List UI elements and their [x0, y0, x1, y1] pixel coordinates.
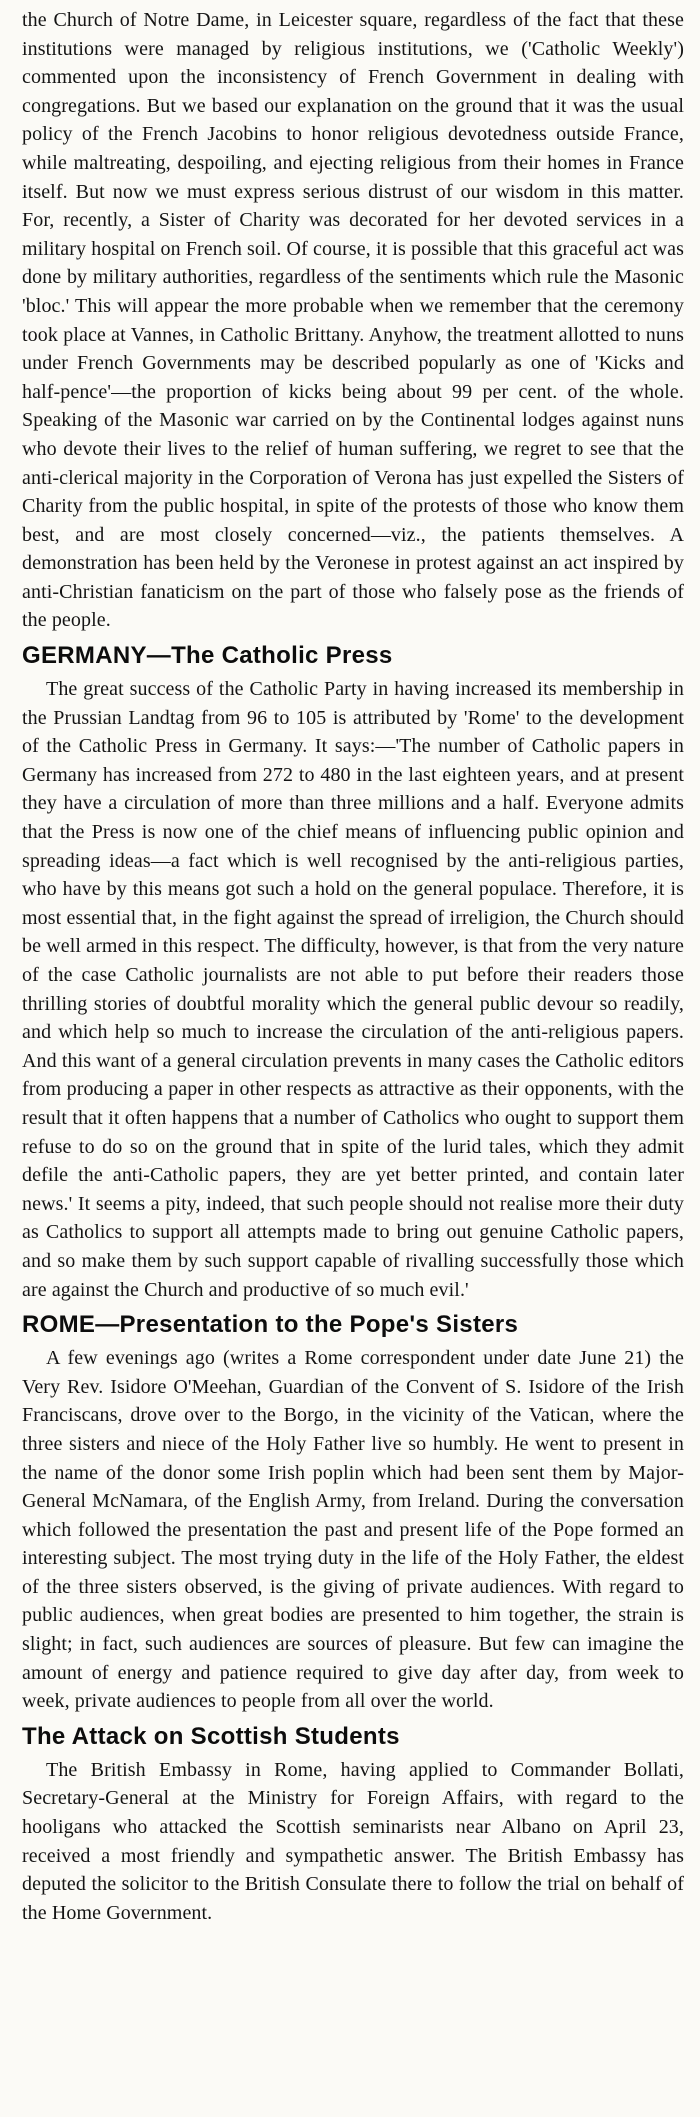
section-heading-scottish-students: The Attack on Scottish Students — [22, 1722, 400, 1750]
opening-paragraph: the Church of Notre Dame, in Leicester square, regardless of the fact that these institutions were managed by religious institutions, we ('Catholic Weekly') commented upon the inconsistency of French Government in dealing with congregations. But we based our explanation on the ground that it was the usual policy of the French Jacobins to honor religious devotedness outside France, while maltreating, despoiling, and ejecting religious from their homes in France itself. But now we must express serious distrust of our wisdom in this matter. For, recently, a Sister of Charity was decorated for her devoted services in a military hospital on French soil. Of course, it is possible that this graceful act was done by military authorities, regardless of the sentiments which rule the Masonic 'bloc.' This will appear the more probable when we remember that the ceremony took place at Vannes, in Catholic Brittany. Anyhow, the treatment allotted to nuns under French Governments may be described popularly as one of 'Kicks and half-pence'—the proportion of kicks being about 99 per cent. of the whole. Speaking of the Masonic war carried on by the Continental lodges against nuns who devote their lives to the relief of human suffering, we regret to see that the anti-clerical majority in the Corporation of Verona has just expelled the Sisters of Charity from the public hospital, in spite of the protests of those who know them best, and are most closely concerned—viz., the patients themselves. A demonstration has been held by the Veronese in protest against an act inspired by anti-Christian fanaticism on the part of those who falsely pose as the friends of the people. — [22, 9, 684, 632]
section-body-rome: A few evenings ago (writes a Rome correspondent under date June 21) the Very Rev. Isidore O'Meehan, Guardian of the Convent of S. Isidore of the Irish Franciscans, drove over to the Borgo, in the vicinity of the Vatican, where the three sisters and niece of the Holy Father live so humbly. He went to present in the name of the donor some Irish poplin which had been sent them by Major-General McNamara, of the English Army, from Ireland. During the conversation which followed the presentation the past and present life of the Pope formed an interesting subject. The most trying duty in the life of the Holy Father, the eldest of the three sisters observed, is the giving of private audiences. With regard to public audiences, when great bodies are presented to him together, the strain is slight; in fact, such audiences are sources of pleasure. But few can imagine the amount of energy and patience required to give day after day, from week to week, private audiences to people from all over the world. — [22, 1347, 684, 1713]
section-heading-germany: GERMANY—The Catholic Press — [22, 642, 393, 670]
section-heading-rome: ROME—Presentation to the Pope's Sisters — [22, 1311, 519, 1339]
section-body-germany: The great success of the Catholic Party in having increased its membership in the Prussian Landtag from 96 to 105 is attributed by 'Rome' to the development of the Catholic Press in Germany. It says:—'The number of Catholic papers in Germany has increased from 272 to 480 in the last eighteen years, and at present they have a circulation of more than three millions and a half. Everyone admits that the Press is now one of the chief means of influencing public opinion and spreading ideas—a fact which is well recognised by the anti-religious parties, who have by this means got such a hold on the general populace. Therefore, it is most essential that, in the fight against the spread of irreligion, the Church should be well armed in this respect. The difficulty, however, is that from the very nature of the case Catholic journalists are not able to put before their readers those thrilling stories of doubtful morality which the general public devour so readily, and which help so much to increase the circulation of the anti-religious papers. And this want of a general circulation prevents in many cases the Catholic editors from producing a paper in other respects as attractive as their opponents, with the result that it often happens that a number of Catholics who ought to support them refuse to do so on the ground that in spite of the lurid tales, which they admit defile the anti-Catholic papers, they are yet better printed, and contain later news.' It seems a pity, indeed, that such people should not realise more their duty as Catholics to support all attempts made to bring out genuine Catholic papers, and so make them by such support capable of rivalling successfully those which are against the Church and productive of so much evil.' — [22, 678, 684, 1301]
section-body-scottish-students: The British Embassy in Rome, having applied to Commander Bollati, Secretary-General at the Ministry for Foreign Affairs, with regard to the hooligans who attacked the Scottish seminarists near Albano on April 23, received a most friendly and sympathetic answer. The British Embassy has deputed the solicitor to the British Consulate there to follow the trial on behalf of the Home Government. — [22, 1758, 684, 1924]
